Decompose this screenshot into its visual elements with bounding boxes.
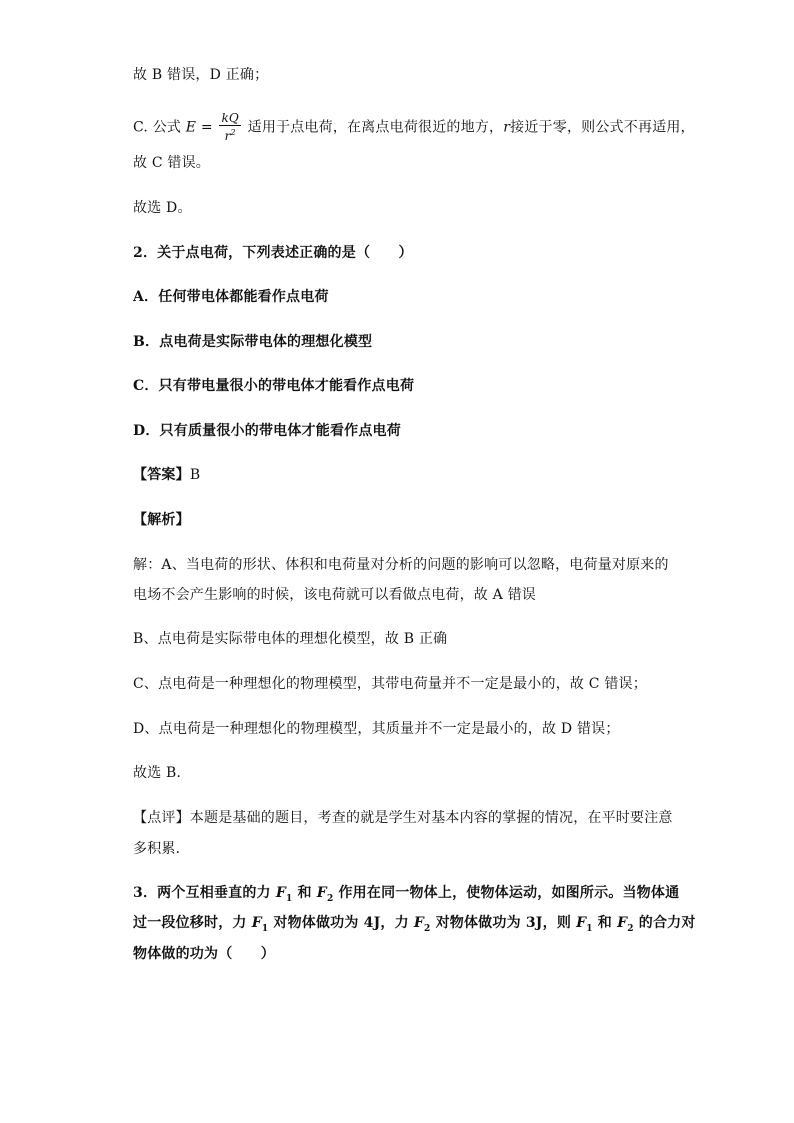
c-prefix: C. 公式 [133,119,182,136]
formula-lhs: E = [185,119,213,136]
formula-numerator: kQ [221,111,239,125]
c-mid: 适用于点电荷，在离点电荷很近的地方， [247,119,504,136]
c-var: r [503,119,511,136]
q3-l2-f2-symbol: F [413,915,425,931]
q2-option-c: C．只有带电量很小的带电体才能看作点电荷 [133,378,415,394]
q3-f2-subscript: 2 [326,893,334,904]
answer-value: B [189,467,201,483]
answer-label: 【答案】 [133,467,190,483]
c-tail: 接近于零，则公式不再适用， [510,119,695,136]
q3-f1-subscript: 1 [285,893,293,904]
q3-l2-text-b: 对物体做功为 4J，力 [268,915,414,931]
prev-solution-line-1: 故 B 错误，D 正确； [133,67,269,83]
q2-analysis-line-4: C、点电荷是一种理想化的物理模型，其带电荷量并不一定是最小的，故 C 错误； [133,676,647,692]
q3-l2-f1-symbol: F [251,915,262,931]
formula-den-exp: 2 [230,128,236,137]
q3-l1-text-b: 和 [292,885,317,901]
q3-l2-f3-subscript: 1 [586,923,593,934]
q3-l2-text-e: 的合力对 [633,915,696,931]
q3-l1-text-a: 3．两个互相垂直的力 [133,885,276,901]
q2-analysis-line-5: D、点电荷是一种理想化的物理模型，其质量并不一定是最小的，故 D 错误； [133,721,620,737]
formula-fraction [219,112,241,143]
q3-l2-text-d: 和 [592,915,618,931]
q3-stem-line-1 [133,884,679,908]
q3-stem-line-2 [133,914,696,938]
q2-comment-line-1: 【点评】本题是基础的题目，考查的就是学生对基本内容的掌握的情况，在平时要注意 [133,810,673,826]
q2-analysis-line-2: 电场不会产生影响的时候，该电荷就可以看做点电荷，故 A 错误 [133,587,537,603]
formula-denominator [219,126,241,143]
q3-l2-f4-subscript: 2 [627,923,634,934]
q2-stem: 2．关于点电荷，下列表述正确的是（ ） [133,245,413,261]
q3-f2-symbol: F [316,885,327,901]
q3-l2-f3-symbol: F [576,915,587,931]
q3-l1-text-c: 作用在同一物体上，使物体运动，如图所示。当物体通 [333,885,680,901]
q3-l2-text-c: 对物体做功为 3J，则 [430,915,577,931]
q2-option-b: B．点电荷是实际带电体的理想化模型 [133,334,373,350]
q2-analysis-line-6: 故选 B． [133,765,191,781]
q3-f1-symbol: F [275,885,286,901]
q3-l2-text-a: 过一段位移时，力 [133,915,252,931]
q2-analysis-label: 【解析】 [133,512,190,528]
q2-option-a: A．任何带电体都能看作点电荷 [133,289,329,305]
q3-l2-f1-subscript: 1 [261,923,269,934]
q3-l2-f2-subscript: 2 [424,923,431,934]
prev-solution-c-line-2: 故 C 错误。 [133,155,211,171]
prev-solution-c-line [133,112,695,143]
q2-analysis-line-1: 解：A、当电荷的形状、体积和电荷量对分析的问题的影响可以忽略，电荷量对原来的 [133,557,669,573]
q2-answer [133,466,200,484]
q2-analysis-line-3: B、点电荷是实际带电体的理想化模型，故 B 正确 [133,631,448,647]
q2-comment-line-2: 多积累． [133,841,190,857]
prev-solution-select: 故选 D。 [133,200,192,216]
q3-l2-f4-symbol: F [617,915,628,931]
q2-option-d: D．只有质量很小的带电体才能看作点电荷 [133,423,401,439]
formula-den-var: r [224,129,231,143]
q3-stem-line-3: 物体做的功为（ ） [133,946,275,962]
